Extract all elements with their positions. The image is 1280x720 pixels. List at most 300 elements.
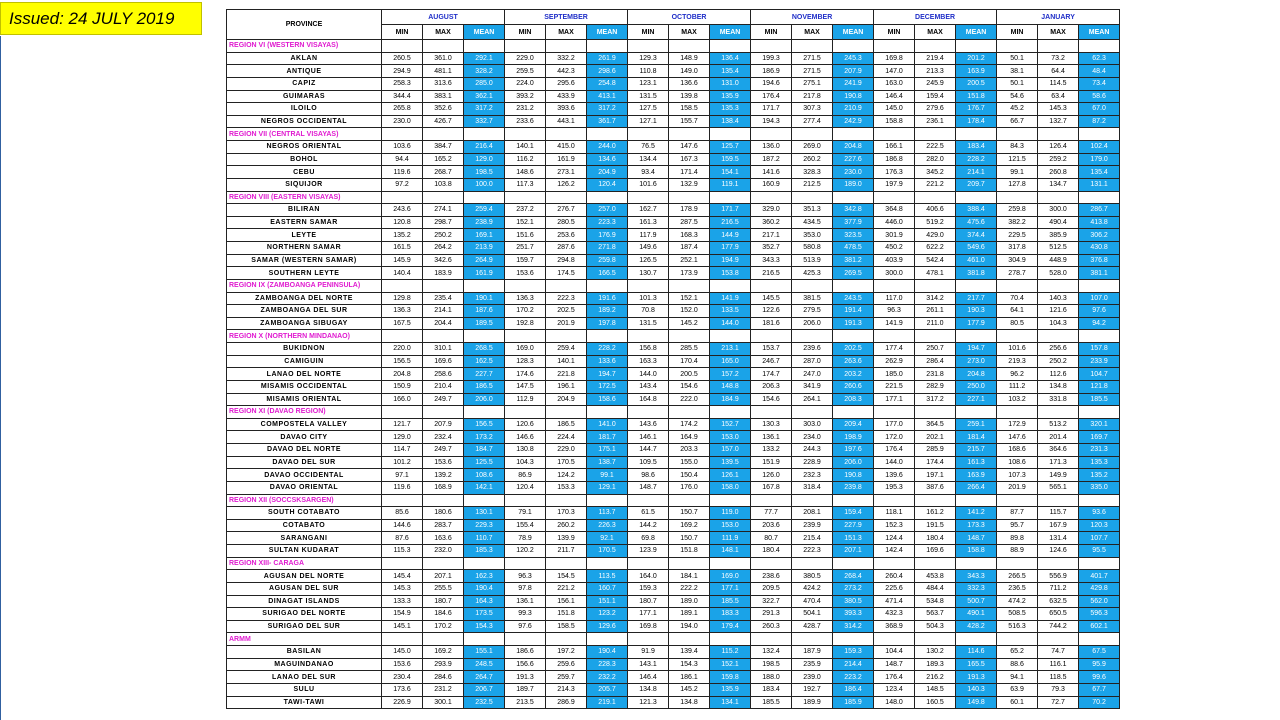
- mean-value-cell: 153.8: [710, 267, 751, 280]
- mean-value-cell: 111.9: [710, 532, 751, 545]
- mean-value-cell: 596.3: [1079, 608, 1120, 621]
- min-value-cell: 172.9: [997, 418, 1038, 431]
- empty-cell: [751, 633, 792, 646]
- min-value-cell: 329.0: [751, 204, 792, 217]
- max-value-cell: 273.1: [546, 166, 587, 179]
- max-value-cell: 115.7: [1038, 507, 1079, 520]
- table-row: [227, 683, 1120, 696]
- empty-cell: [833, 279, 874, 292]
- max-value-cell: 154.5: [546, 570, 587, 583]
- max-value-cell: 295.6: [546, 77, 587, 90]
- max-value-cell: 426.7: [423, 115, 464, 128]
- max-value-cell: 351.3: [792, 204, 833, 217]
- min-value-cell: 130.7: [628, 267, 669, 280]
- mean-value-cell: 342.8: [833, 204, 874, 217]
- min-value-cell: 189.7: [505, 683, 546, 696]
- mean-value-cell: 177.9: [710, 242, 751, 255]
- province-name: SURIGAO DEL SUR: [227, 620, 382, 633]
- min-value-cell: 156.5: [382, 355, 423, 368]
- min-value-cell: 123.9: [628, 545, 669, 558]
- max-value-cell: 121.6: [1038, 305, 1079, 318]
- table-row: [227, 608, 1120, 621]
- month-header-row: [227, 10, 1120, 25]
- empty-cell: [382, 191, 423, 204]
- min-value-cell: 177.0: [874, 418, 915, 431]
- min-value-cell: 141.6: [751, 166, 792, 179]
- mean-value-cell: 159.8: [710, 671, 751, 684]
- empty-cell: [505, 557, 546, 570]
- min-value-cell: 143.1: [628, 658, 669, 671]
- mean-value-cell: 228.2: [956, 153, 997, 166]
- mean-value-cell: 298.6: [587, 65, 628, 78]
- empty-cell: [792, 330, 833, 343]
- mean-value-cell: 169.7: [1079, 431, 1120, 444]
- max-value-cell: 282.0: [915, 153, 956, 166]
- max-value-cell: 149.9: [1038, 469, 1079, 482]
- mean-value-cell: 190.4: [587, 646, 628, 659]
- max-value-cell: 151.8: [669, 545, 710, 558]
- mean-value-cell: 163.9: [956, 469, 997, 482]
- max-value-cell: 197.1: [915, 469, 956, 482]
- empty-cell: [464, 557, 505, 570]
- max-value-cell: 387.6: [915, 481, 956, 494]
- empty-cell: [546, 279, 587, 292]
- min-value-cell: 96.2: [997, 368, 1038, 381]
- empty-cell: [587, 128, 628, 141]
- province-name: TAWI-TAWI: [227, 696, 382, 709]
- mean-value-cell: 429.8: [1079, 582, 1120, 595]
- empty-cell: [1038, 633, 1079, 646]
- max-value-cell: 512.5: [1038, 242, 1079, 255]
- min-value-cell: 140.4: [382, 267, 423, 280]
- mean-value-cell: 183.4: [956, 141, 997, 154]
- table-row: [227, 545, 1120, 558]
- max-value-cell: 176.0: [669, 481, 710, 494]
- min-value-cell: 229.5: [997, 229, 1038, 242]
- table-row: [227, 305, 1120, 318]
- mean-value-cell: 388.4: [956, 204, 997, 217]
- mean-value-cell: 223.2: [833, 671, 874, 684]
- min-value-cell: 144.6: [382, 519, 423, 532]
- province-name: MISAMIS OCCIDENTAL: [227, 380, 382, 393]
- min-column-header: MIN: [874, 25, 915, 40]
- max-value-cell: 385.9: [1038, 229, 1079, 242]
- province-name: MISAMIS ORIENTAL: [227, 393, 382, 406]
- max-value-cell: 130.2: [915, 646, 956, 659]
- max-value-cell: 214.3: [546, 683, 587, 696]
- min-value-cell: 236.5: [997, 582, 1038, 595]
- max-value-cell: 180.7: [423, 595, 464, 608]
- mean-value-cell: 264.9: [464, 254, 505, 267]
- min-value-cell: 150.9: [382, 380, 423, 393]
- min-value-cell: 317.8: [997, 242, 1038, 255]
- empty-cell: [997, 128, 1038, 141]
- min-value-cell: 124.4: [874, 532, 915, 545]
- mean-value-cell: 157.8: [1079, 343, 1120, 356]
- mean-value-cell: 190.4: [464, 582, 505, 595]
- mean-value-cell: 335.0: [1079, 481, 1120, 494]
- empty-cell: [669, 557, 710, 570]
- mean-value-cell: 141.9: [710, 292, 751, 305]
- min-value-cell: 508.5: [997, 608, 1038, 621]
- max-value-cell: 364.6: [1038, 444, 1079, 457]
- max-value-cell: 282.9: [915, 380, 956, 393]
- mean-column-header: MEAN: [587, 25, 628, 40]
- empty-cell: [464, 330, 505, 343]
- min-value-cell: 70.8: [628, 305, 669, 318]
- min-value-cell: 129.3: [628, 52, 669, 65]
- max-value-cell: 275.1: [792, 77, 833, 90]
- max-value-cell: 63.4: [1038, 90, 1079, 103]
- mean-value-cell: 175.1: [587, 444, 628, 457]
- max-value-cell: 229.0: [546, 444, 587, 457]
- max-value-cell: 171.3: [1038, 456, 1079, 469]
- max-value-cell: 170.3: [546, 507, 587, 520]
- max-value-cell: 153.6: [423, 456, 464, 469]
- mean-value-cell: 159.3: [833, 646, 874, 659]
- empty-cell: [546, 128, 587, 141]
- min-value-cell: 145.9: [382, 254, 423, 267]
- empty-cell: [505, 330, 546, 343]
- max-value-cell: 711.2: [1038, 582, 1079, 595]
- mean-value-cell: 110.7: [464, 532, 505, 545]
- mean-value-cell: 361.7: [587, 115, 628, 128]
- max-value-cell: 294.8: [546, 254, 587, 267]
- min-value-cell: 169.8: [874, 52, 915, 65]
- max-value-cell: 271.5: [792, 65, 833, 78]
- max-value-cell: 448.9: [1038, 254, 1079, 267]
- table-row: [227, 368, 1120, 381]
- region-label: REGION VI (WESTERN VISAYAS): [227, 40, 382, 53]
- min-value-cell: 220.0: [382, 343, 423, 356]
- mean-value-cell: 159.4: [833, 507, 874, 520]
- empty-cell: [464, 191, 505, 204]
- min-value-cell: 344.4: [382, 90, 423, 103]
- empty-cell: [792, 633, 833, 646]
- min-value-cell: 152.1: [505, 216, 546, 229]
- province-name: AGUSAN DEL SUR: [227, 582, 382, 595]
- min-value-cell: 403.9: [874, 254, 915, 267]
- max-value-cell: 490.4: [1038, 216, 1079, 229]
- max-value-cell: 72.7: [1038, 696, 1079, 709]
- max-value-cell: 222.0: [669, 393, 710, 406]
- empty-cell: [669, 279, 710, 292]
- min-value-cell: 185.0: [874, 368, 915, 381]
- empty-cell: [628, 40, 669, 53]
- min-column-header: MIN: [382, 25, 423, 40]
- province-name: DAVAO CITY: [227, 431, 382, 444]
- table-row: [227, 242, 1120, 255]
- table-row: [227, 166, 1120, 179]
- mean-value-cell: 430.8: [1079, 242, 1120, 255]
- min-value-cell: 103.6: [382, 141, 423, 154]
- empty-cell: [915, 633, 956, 646]
- max-value-cell: 352.6: [423, 103, 464, 116]
- mean-value-cell: 257.0: [587, 204, 628, 217]
- empty-cell: [382, 494, 423, 507]
- min-value-cell: 135.2: [382, 229, 423, 242]
- province-name: AGUSAN DEL NORTE: [227, 570, 382, 583]
- mean-value-cell: 204.8: [833, 141, 874, 154]
- empty-cell: [956, 494, 997, 507]
- empty-cell: [833, 406, 874, 419]
- max-value-cell: 163.6: [423, 532, 464, 545]
- empty-cell: [505, 406, 546, 419]
- mean-value-cell: 161.3: [956, 456, 997, 469]
- min-value-cell: 136.1: [751, 431, 792, 444]
- max-value-cell: 632.5: [1038, 595, 1079, 608]
- min-value-cell: 168.6: [997, 444, 1038, 457]
- mean-value-cell: 191.4: [833, 305, 874, 318]
- empty-cell: [751, 406, 792, 419]
- table-row: [227, 204, 1120, 217]
- province-name: GUIMARAS: [227, 90, 382, 103]
- mean-value-cell: 204.8: [956, 368, 997, 381]
- max-value-cell: 580.8: [792, 242, 833, 255]
- min-value-cell: 185.5: [751, 696, 792, 709]
- min-value-cell: 127.8: [997, 178, 1038, 191]
- table-row: [227, 532, 1120, 545]
- mean-value-cell: 185.5: [710, 595, 751, 608]
- max-value-cell: 380.5: [792, 570, 833, 583]
- min-value-cell: 104.3: [505, 456, 546, 469]
- max-value-cell: 158.5: [669, 103, 710, 116]
- mean-value-cell: 134.1: [710, 696, 751, 709]
- empty-cell: [464, 494, 505, 507]
- mean-value-cell: 164.3: [464, 595, 505, 608]
- table-row: [227, 216, 1120, 229]
- min-value-cell: 231.2: [505, 103, 546, 116]
- max-value-cell: 132.9: [669, 178, 710, 191]
- max-value-cell: 161.9: [546, 153, 587, 166]
- table-row: [227, 103, 1120, 116]
- min-value-cell: 164.8: [628, 393, 669, 406]
- empty-cell: [546, 330, 587, 343]
- mean-value-cell: 259.8: [587, 254, 628, 267]
- province-name: ZAMBOANGA SIBUGAY: [227, 317, 382, 330]
- mean-value-cell: 154.3: [464, 620, 505, 633]
- mean-value-cell: 158.0: [710, 481, 751, 494]
- min-value-cell: 172.0: [874, 431, 915, 444]
- mean-value-cell: 271.8: [587, 242, 628, 255]
- empty-cell: [874, 279, 915, 292]
- max-value-cell: 222.3: [792, 545, 833, 558]
- max-column-header: MAX: [423, 25, 464, 40]
- mean-value-cell: 136.4: [710, 52, 751, 65]
- max-value-cell: 513.2: [1038, 418, 1079, 431]
- empty-cell: [751, 557, 792, 570]
- max-value-cell: 250.2: [423, 229, 464, 242]
- min-value-cell: 159.3: [628, 582, 669, 595]
- min-value-cell: 50.1: [997, 52, 1038, 65]
- empty-cell: [997, 330, 1038, 343]
- min-value-cell: 259.8: [997, 204, 1038, 217]
- mean-value-cell: 163.9: [956, 65, 997, 78]
- max-value-cell: 150.7: [669, 532, 710, 545]
- mean-value-cell: 140.3: [956, 683, 997, 696]
- empty-cell: [505, 191, 546, 204]
- min-value-cell: 169.8: [628, 620, 669, 633]
- empty-cell: [546, 494, 587, 507]
- max-value-cell: 211.0: [915, 317, 956, 330]
- min-value-cell: 145.0: [382, 646, 423, 659]
- mean-value-cell: 178.4: [956, 115, 997, 128]
- mean-value-cell: 130.1: [464, 507, 505, 520]
- max-value-cell: 148.9: [669, 52, 710, 65]
- mean-value-cell: 381.1: [1079, 267, 1120, 280]
- max-value-cell: 353.0: [792, 229, 833, 242]
- mean-value-cell: 191.3: [956, 671, 997, 684]
- min-value-cell: 181.6: [751, 317, 792, 330]
- max-value-cell: 222.2: [669, 582, 710, 595]
- empty-cell: [1079, 557, 1120, 570]
- empty-cell: [382, 128, 423, 141]
- empty-cell: [956, 633, 997, 646]
- left-border-line: [0, 36, 1, 720]
- empty-cell: [382, 406, 423, 419]
- mean-value-cell: 107.7: [1079, 532, 1120, 545]
- min-value-cell: 176.4: [874, 444, 915, 457]
- mean-value-cell: 500.7: [956, 595, 997, 608]
- min-value-cell: 127.5: [628, 103, 669, 116]
- mean-value-cell: 323.5: [833, 229, 874, 242]
- empty-cell: [1079, 406, 1120, 419]
- empty-cell: [833, 128, 874, 141]
- max-value-cell: 504.1: [792, 608, 833, 621]
- max-value-cell: 239.6: [792, 343, 833, 356]
- province-name: BOHOL: [227, 153, 382, 166]
- min-value-cell: 145.3: [382, 582, 423, 595]
- mean-value-cell: 226.3: [587, 519, 628, 532]
- region-header-row: [227, 330, 1120, 343]
- max-value-cell: 134.8: [669, 696, 710, 709]
- empty-cell: [587, 191, 628, 204]
- mean-value-cell: 169.0: [710, 570, 751, 583]
- table-row: [227, 646, 1120, 659]
- empty-cell: [669, 330, 710, 343]
- min-value-cell: 221.5: [874, 380, 915, 393]
- max-value-cell: 140.1: [546, 355, 587, 368]
- mean-value-cell: 62.3: [1079, 52, 1120, 65]
- min-value-cell: 117.0: [874, 292, 915, 305]
- max-value-cell: 197.2: [546, 646, 587, 659]
- max-value-cell: 287.5: [669, 216, 710, 229]
- mean-value-cell: 401.7: [1079, 570, 1120, 583]
- min-value-cell: 139.6: [874, 469, 915, 482]
- max-value-cell: 169.6: [423, 355, 464, 368]
- mean-value-cell: 413.8: [1079, 216, 1120, 229]
- max-value-cell: 114.5: [1038, 77, 1079, 90]
- empty-cell: [423, 494, 464, 507]
- mean-value-cell: 207.9: [833, 65, 874, 78]
- empty-cell: [1079, 494, 1120, 507]
- min-value-cell: 64.1: [997, 305, 1038, 318]
- min-value-cell: 94.4: [382, 153, 423, 166]
- max-value-cell: 260.8: [1038, 166, 1079, 179]
- max-value-cell: 393.6: [546, 103, 587, 116]
- max-value-cell: 478.1: [915, 267, 956, 280]
- min-value-cell: 177.4: [874, 343, 915, 356]
- max-value-cell: 170.5: [546, 456, 587, 469]
- max-value-cell: 542.4: [915, 254, 956, 267]
- max-value-cell: 150.7: [669, 507, 710, 520]
- max-value-cell: 112.6: [1038, 368, 1079, 381]
- region-label: REGION IX (ZAMBOANGA PENINSULA): [227, 279, 382, 292]
- max-value-cell: 126.2: [546, 178, 587, 191]
- min-value-cell: 149.6: [628, 242, 669, 255]
- mean-value-cell: 230.0: [833, 166, 874, 179]
- mean-value-cell: 133.6: [587, 355, 628, 368]
- empty-cell: [751, 40, 792, 53]
- max-value-cell: 139.4: [669, 646, 710, 659]
- max-value-cell: 298.7: [423, 216, 464, 229]
- max-value-cell: 147.6: [669, 141, 710, 154]
- max-value-cell: 149.0: [669, 65, 710, 78]
- mean-value-cell: 151.8: [956, 90, 997, 103]
- min-value-cell: 163.3: [628, 355, 669, 368]
- empty-cell: [833, 557, 874, 570]
- min-value-cell: 151.9: [751, 456, 792, 469]
- max-column-header: MAX: [669, 25, 710, 40]
- min-value-cell: 450.2: [874, 242, 915, 255]
- empty-cell: [546, 557, 587, 570]
- max-value-cell: 167.3: [669, 153, 710, 166]
- max-value-cell: 332.2: [546, 52, 587, 65]
- mean-value-cell: 217.7: [956, 292, 997, 305]
- max-value-cell: 189.0: [669, 595, 710, 608]
- max-value-cell: 202.1: [915, 431, 956, 444]
- max-value-cell: 169.2: [423, 646, 464, 659]
- empty-cell: [669, 406, 710, 419]
- max-value-cell: 250.2: [1038, 355, 1079, 368]
- max-value-cell: 481.1: [423, 65, 464, 78]
- min-value-cell: 186.8: [874, 153, 915, 166]
- mean-value-cell: 173.5: [464, 608, 505, 621]
- max-value-cell: 565.1: [1038, 481, 1079, 494]
- min-value-cell: 111.2: [997, 380, 1038, 393]
- min-value-cell: 97.2: [382, 178, 423, 191]
- mean-column-header: MEAN: [833, 25, 874, 40]
- mean-value-cell: 171.7: [710, 204, 751, 217]
- max-value-cell: 261.1: [915, 305, 956, 318]
- mean-value-cell: 190.3: [956, 305, 997, 318]
- min-value-cell: 123.1: [628, 77, 669, 90]
- min-value-cell: 151.6: [505, 229, 546, 242]
- max-value-cell: 244.3: [792, 444, 833, 457]
- min-value-cell: 216.5: [751, 267, 792, 280]
- min-value-cell: 246.7: [751, 355, 792, 368]
- min-value-cell: 142.4: [874, 545, 915, 558]
- max-value-cell: 221.2: [915, 178, 956, 191]
- mean-value-cell: 243.5: [833, 292, 874, 305]
- mean-value-cell: 48.4: [1079, 65, 1120, 78]
- min-value-cell: 176.4: [751, 90, 792, 103]
- mean-value-cell: 475.6: [956, 216, 997, 229]
- max-column-header: MAX: [792, 25, 833, 40]
- max-value-cell: 280.5: [546, 216, 587, 229]
- min-value-cell: 84.3: [997, 141, 1038, 154]
- min-value-cell: 213.5: [505, 696, 546, 709]
- max-value-cell: 300.0: [1038, 204, 1079, 217]
- max-value-cell: 287.0: [792, 355, 833, 368]
- empty-cell: [382, 40, 423, 53]
- max-value-cell: 116.1: [1038, 658, 1079, 671]
- max-value-cell: 318.4: [792, 481, 833, 494]
- mean-value-cell: 213.1: [710, 343, 751, 356]
- min-value-cell: 120.6: [505, 418, 546, 431]
- min-value-cell: 160.9: [751, 178, 792, 191]
- max-value-cell: 186.5: [546, 418, 587, 431]
